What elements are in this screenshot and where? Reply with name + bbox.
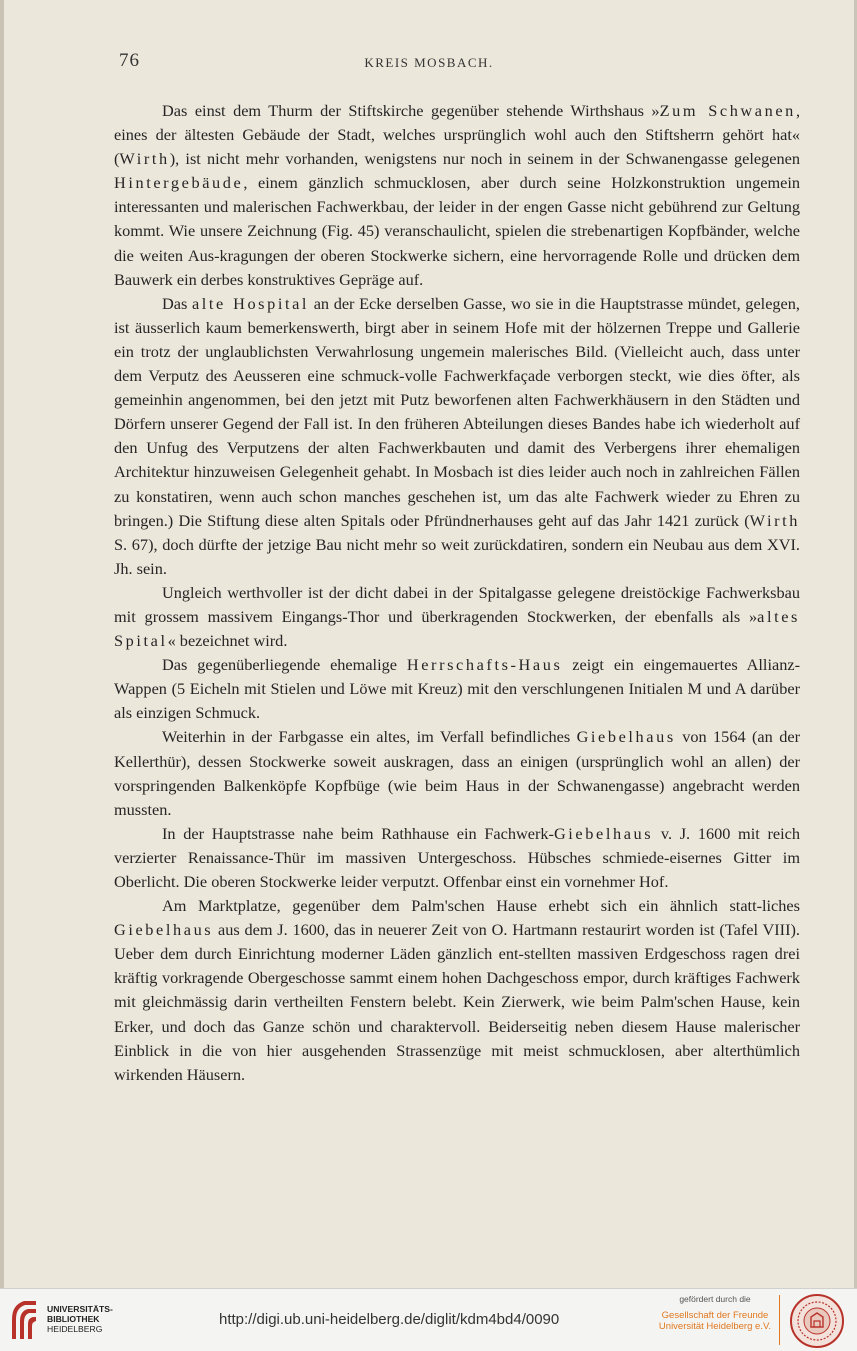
paragraph-zum-schwanen: Das einst dem Thurm der Stiftskirche gegenüber stehende Wirthshaus »Zum Schwanen, eines der ältesten Gebäude der Stadt, welches ursprünglich wohl auch den Stiftsherrn gehört hat« (Wirth), ist nicht mehr vorhanden, wenigstens nur noch in seinem in der Schwanengasse gelegenen Hintergebäude, einem gänzlich schmucklosen, aber durch seine Holzkonstruktion ungemein interessanten und malerischen Fachwerkbau, der leider in der engen Gasse nicht gebührend zur Geltung kommt. Wie unsere Zeichnung (Fig. 45) veranschaulicht, spielen die strebenartigen Kopfbänder, welche die weiten Aus-kragungen der oberen Stockwerke sichern, eine hervorragende Rolle und drücken dem Bauwerk ein derbes konstruktives Gepräge auf. xyxy=(114,101,801,289)
sponsor-credit: gefördert durch die Gesellschaft der Freunde Universität Heidelberg e.V. xyxy=(658,1294,772,1332)
paragraph-herrschafts-haus: Das gegenüberliegende ehemalige Herrschafts-Haus zeigt ein eingemauertes Allianz-Wappen (5 Eicheln mit Stielen und Löwe mit Kreuz) mit den verschlungenen Initialen M und A darüber als einzigen Schmuck. xyxy=(114,655,800,723)
running-head: KREIS MOSBACH. xyxy=(364,55,494,70)
paragraph-giebelhaus-marktplatz: Am Marktplatze, gegenüber dem Palm'schen Hause erhebt sich ein ähnlich statt-liches Giebelhaus aus dem J. 1600, das in neuerer Zeit von O. Hartmann restaurirt worden ist (Tafel VIII). Ueber dem durch Einrichtung moderner Läden gänzlich ent-stellten massiven Erdgeschoss ragen drei kräftig vorkragende Obergeschosse sammt einem hohen Dachgeschoss empor, durch kräftiges Fachwerk mit gleichmässig darin vertheilten Fenstern belebt. Kein Zierwerk, wie beim Palm'schen Hause, kein Erker, und doch das Ganze schön und charaktervoll. Beiderseitig neben diesem Hause malerischer Einblick in die von hier ausgehenden Strassenzüge mit meist schmucklosen, aber alterthümlich wirkenden Häusern. xyxy=(114,896,800,1084)
paragraph-giebelhaus-farbgasse: Weiterhin in der Farbgasse ein altes, im Verfall befindliches Giebelhaus von 1564 (an der Kellerthür), dessen Stockwerke soweit auskragen, dass an einigen (ursprünglich wohl an allen) der vorspringenden Balkenköpfe Kopfbüge (wie beim Haus in der Schwanengasse) angebracht werden mussten. xyxy=(114,727,800,819)
permalink-url[interactable]: http://digi.ub.uni-heidelberg.de/diglit/kdm4bd4/0090 xyxy=(219,1311,560,1328)
page-number: 76 xyxy=(119,50,140,71)
paragraph-altes-hospital: Das alte Hospital an der Ecke derselben Gasse, wo sie in die Hauptstrasse mündet, gelegen, ist äusserlich kaum bemerkenswerth, birgt aber in seinem Hofe mit der hölzernen Treppe und Gallerie ein trotz der unglaublichsten Verwahrlosung ungemein malerisches Bild. (Vielleicht auch, dass unter dem Verputz des Aeusseren eine schmuck-volle Fachwerkfaçade verborgen steckt, wie dies öfter, als gemeinhin angenommen, bei den jetzt mit Putz beworfenen alten Fachwerkhäusern in den Städten und Dörfern unserer Gegend der Fall ist. In den früheren Abteilungen dieses Bandes habe ich wiederholt auf den Unfug des Verputzens der alten Fachwerkbauten und damit des Verbergens ihrer ehemaligen Architektur hinzuweisen Gelegenheit gehabt. In Mosbach ist dies leider auch noch in zahlreichen Fällen zu konstatiren, wenn auch schon manches geschehen ist, um das alte Fachwerk wieder zu Ehren zu bringen.) Die Stiftung diese alten Spitals oder Pfründnerhauses geht auf das Jahr 1421 zurück (Wirth S. 67), doch dürfte der jetzige Bau nicht mehr so weit zurückdatiren, sondern ein Neubau aus dem XVI. Jh. sein. xyxy=(114,293,800,578)
library-name: UNIVERSITÄTS- BIBLIOTHEK HEIDELBERG xyxy=(47,1304,113,1334)
library-logo-icon xyxy=(8,1297,40,1343)
university-seal-icon xyxy=(789,1293,845,1349)
paragraph-altes-spital: Ungleich werthvoller ist der dicht dabei in der Spitalgasse gelegene dreistöckige Fachwerksbau mit grossem massivem Eingangs-Thor und überkragenden Stockwerken, der ebenfalls als »altes Spital« bezeichnet wird. xyxy=(114,582,800,651)
paragraph-giebelhaus-hauptstrasse: In der Hauptstrasse nahe beim Rathhause ein Fachwerk-Giebelhaus v. J. 1600 mit reich verzierter Renaissance-Thür im massiven Untergeschoss. Hübsches schmiede-eisernes Gitter im Oberlicht. Die oberen Stockwerke leider verputzt. Offenbar einst ein vornehmer Hof. xyxy=(114,823,800,891)
body-text xyxy=(114,99,800,1087)
sponsor-divider xyxy=(779,1295,780,1345)
viewer-footer xyxy=(0,1288,857,1351)
